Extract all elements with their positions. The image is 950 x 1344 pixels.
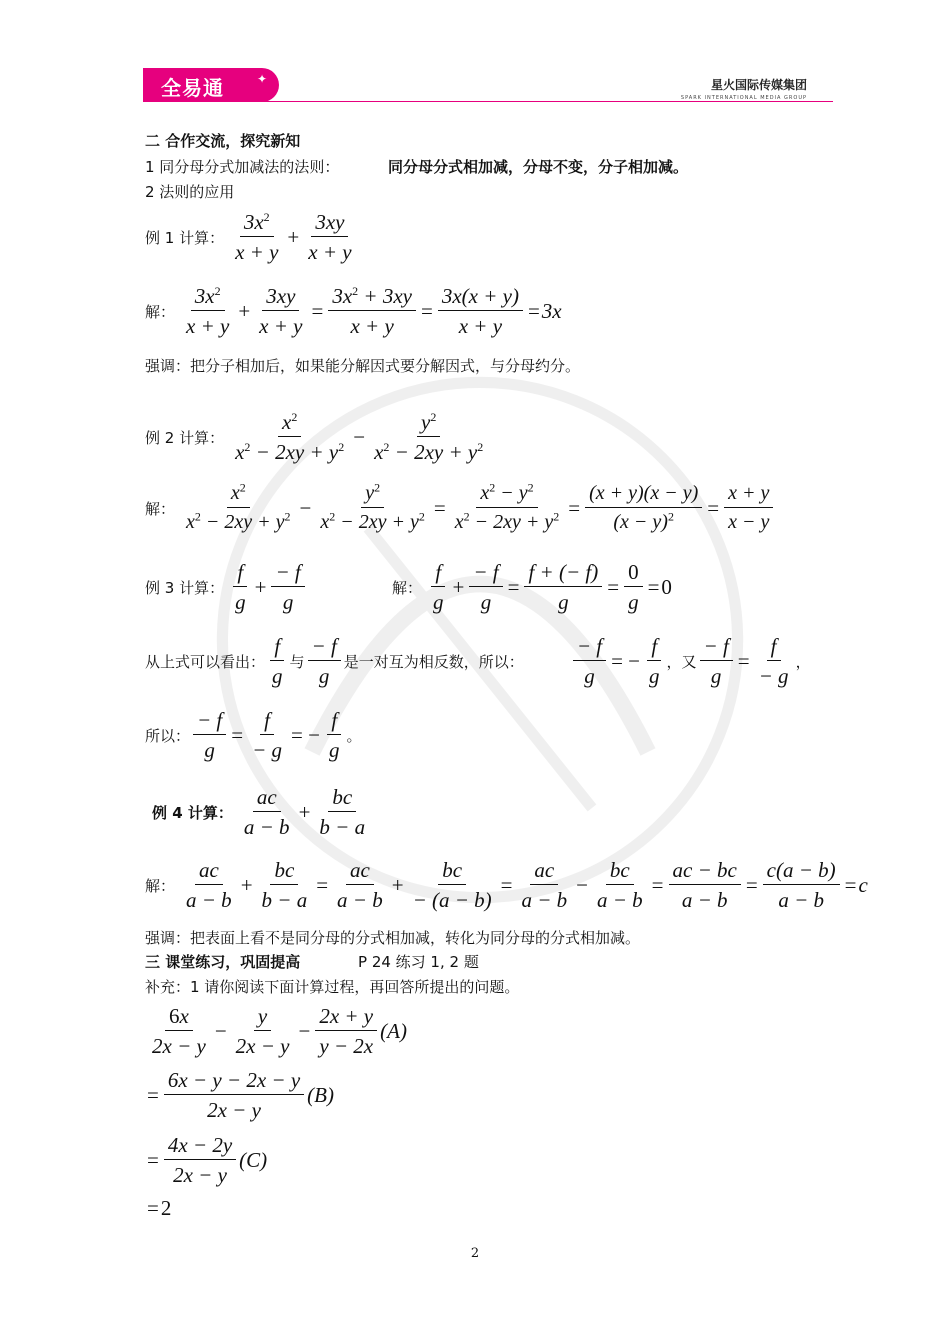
observation-lead: 从上式可以看出： xyxy=(145,652,266,671)
observation-comma: ， xyxy=(795,652,811,671)
solution-label: 解： xyxy=(145,876,176,895)
brand-name xyxy=(681,76,807,101)
example-2-label: 例 2 计算： xyxy=(145,428,225,447)
note-1: 强调：把分子相加后，如果能分解因式要分解因式，与分母约分。 xyxy=(145,357,581,375)
brand-name-en: SPARK INTERNATIONAL MEDIA GROUP xyxy=(680,95,807,101)
step-c: = $\frac{4x - 2y}{2x - y}$ (C) xyxy=(147,1133,268,1188)
observation-and: 与 xyxy=(289,652,305,671)
step-a: $\frac{6x}{2x - y}$ − $\frac{y}{2x - y}$ − $\frac{2x + y}{y - 2x}$ (A) xyxy=(152,1004,407,1059)
section-2-title: 二 合作交流，探究新知 xyxy=(145,132,301,150)
conclusion-period: 。 xyxy=(346,726,362,745)
example-1-label: 例 1 计算： xyxy=(145,228,225,247)
example-4-solution: 解： $\frac{ac}{a - b}$ + $\frac{bc}{b - a}$ = $\frac{ac}{a - b}$ + $\frac{bc}{- (a - b)}$ = $\frac{ac}{a - b}$ − $\frac{bc}{a - b}$ = $\frac{ac - bc}{a - b}$ = $\frac{c(a - b)}{a - b}$ = c xyxy=(145,858,868,913)
observation: 从上式可以看出： $\frac{f}{g}$ 与 $\frac{- f}{g}$ 是一对互为相反数，所以： $\frac{- f}{g}$ = − $\frac{f}{g}$ ，又 $\frac{- f}{g}$ = $\frac{f}{- g}$ ， xyxy=(145,634,811,689)
example-2: 例 2 计算： $\frac{x^2}{x^2 - 2xy + y^2}$ − $\frac{y^2}{x^2 - 2xy + y^2}$ xyxy=(145,410,484,465)
brand-logo xyxy=(143,68,279,102)
conclusion-lead: 所以： xyxy=(145,726,191,745)
example-3: 例 3 计算： $\frac{f}{g}$ + $\frac{- f}{g}$ xyxy=(145,560,308,614)
page-number: 2 xyxy=(470,1246,480,1261)
example-1: 例 1 计算： $\frac{3x^2}{x + y}$ + $\frac{3xy}{x + y}$ xyxy=(145,210,352,265)
example-3-solution: 解： $\frac{f}{g}$ + $\frac{- f}{g}$ = $\frac{f + (- f)}{g}$ = $\frac{0}{g}$ = 0 xyxy=(392,560,672,615)
section-3-title: 三 课堂练习，巩固提高 xyxy=(145,953,301,971)
observation-also: ，又 xyxy=(666,652,697,671)
apply-heading: 2 法则的应用 xyxy=(145,183,235,201)
solution-label: 解： xyxy=(145,302,176,321)
rule-text: 同分母分式相加减，分母不变，分子相加减。 xyxy=(388,158,689,176)
brand-name-cn: 星火国际传媒集团 xyxy=(710,78,807,92)
sparkle-icon: ✦ xyxy=(256,72,267,86)
example-4-label: 例 4 计算： xyxy=(152,803,233,822)
header-divider xyxy=(143,101,833,102)
observation-opposite: 是一对互为相反数，所以： xyxy=(343,652,524,671)
example-2-solution: 解： $\frac{x^2}{x^2 - 2xy + y^2}$ − $\frac{y^2}{x^2 - 2xy + y^2}$ = $\frac{x^2 - y^2}{x^2 - 2xy + y^2}$ = $\frac{(x + y)(x - y)}{(x - y)^2}$ = $\frac{x + y}{x - y}$ xyxy=(145,482,776,534)
rule-label: 1 同分母分式加减法的法则： xyxy=(145,158,340,176)
example-3-label: 例 3 计算： xyxy=(145,578,225,597)
example-4: 例 4 计算： $\frac{ac}{a - b}$ + $\frac{bc}{b - a}$ xyxy=(152,785,366,840)
step-b: = $\frac{6x - y - 2x - y}{2x - y}$ (B) xyxy=(147,1068,334,1123)
solution-label: 解： xyxy=(392,578,423,597)
note-2: 强调：把表面上看不是同分母的分式相加减，转化为同分母的分式相加减。 xyxy=(145,929,641,947)
example-1-solution: 解： $\frac{3x^2}{x + y}$ + $\frac{3xy}{x + y}$ = $\frac{3x^2 + 3xy}{x + y}$ = $\frac{3x(x + y)}{x + y}$ = 3x xyxy=(145,284,562,339)
conclusion: 所以： $\frac{- f}{g}$ = $\frac{f}{- g}$ = − $\frac{f}{g}$ 。 xyxy=(145,708,362,763)
solution-label: 解： xyxy=(145,499,176,518)
exercise-ref: P 24 练习 1, 2 题 xyxy=(358,953,479,971)
step-result: = 2 xyxy=(147,1196,172,1220)
supplement: 补充：1 请你阅读下面计算过程，再回答所提出的问题。 xyxy=(145,978,520,996)
logo-text: 全易通 xyxy=(161,76,224,100)
